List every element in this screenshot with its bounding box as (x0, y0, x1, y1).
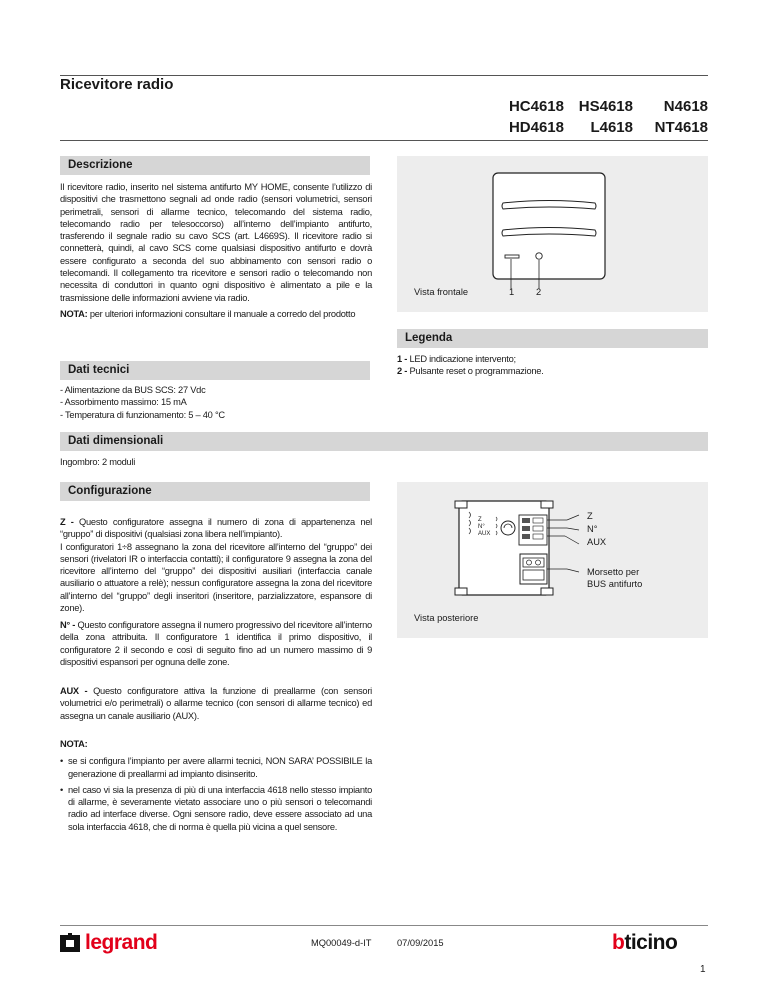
header-rule (60, 140, 708, 141)
footer-rule (60, 925, 708, 926)
product-code: N4618 (663, 98, 708, 115)
section-dati-dimensionali-heading: Dati dimensionali (60, 432, 708, 451)
section-dati-tecnici-heading: Dati tecnici (60, 361, 370, 380)
rear-config-labels (587, 510, 606, 549)
device-label: AUX (478, 531, 491, 537)
config-aux-block (60, 685, 372, 722)
footer-date: 07/09/2015 (397, 938, 444, 948)
device-label: N° (478, 524, 485, 530)
config-z-label: Z - (60, 517, 74, 527)
legenda-num: 2 - (397, 366, 408, 377)
bticino-rest: ticino (624, 931, 678, 954)
product-code: HS4618 (578, 98, 633, 115)
footer-doc-code: MQ00049-d-IT (311, 938, 372, 948)
nota-label: NOTA: (60, 309, 88, 319)
section-descrizione-heading: Descrizione (60, 156, 370, 175)
page-title: Ricevitore radio (60, 76, 174, 93)
rear-label-n: N° (587, 524, 598, 534)
dati-dimensionali-text: Ingombro: 2 moduli (60, 457, 136, 467)
product-codes-col-3 (630, 96, 708, 138)
legrand-mark-icon (60, 933, 82, 953)
rear-view-caption: Vista posteriore (414, 613, 479, 623)
section-configurazione-heading: Configurazione (60, 482, 370, 501)
front-label-1: 1 (509, 287, 515, 297)
product-code: HD4618 (508, 119, 564, 136)
morsetto-line: Morsetto per (587, 567, 640, 577)
rear-label-z: Z (587, 511, 593, 521)
device-label: Z (478, 517, 482, 523)
config-n-text: Questo configuratore assegna il numero progressivo del ricevitore all’interno della zona attribuita. Il configuratore 1 identifica il primo dispositivo, il configuratore 2 il secondo e così di seguito fino ad un numero massimo di 9 dispositivi espansori per ognuna delle zone. (60, 620, 372, 667)
product-code: L4618 (590, 119, 633, 136)
config-z-block (60, 516, 372, 614)
nota-note (60, 308, 390, 320)
config-aux-label: AUX - (60, 686, 88, 696)
rear-morsetto-label (587, 566, 642, 590)
config-n-label: N° - (60, 620, 76, 630)
legenda-text: LED indicazione intervento; (407, 354, 516, 364)
dati-tecnici-list (60, 384, 370, 421)
product-codes-col-2 (560, 96, 633, 138)
config-z-text: Questo configuratore assegna il numero di zona di appartenenza nel “gruppo” di dispositivi (qualsiasi zona libera nell’impianto). (60, 517, 372, 540)
nota2-block (60, 738, 372, 837)
rear-view-panel (397, 482, 708, 638)
bticino-logo (612, 931, 677, 955)
device-config-labels (478, 517, 490, 538)
product-code: NT4618 (654, 119, 708, 136)
dati-tecnici-line: - Temperatura di funzionamento: 5 – 40 °C (60, 409, 225, 420)
morsetto-line: BUS antifurto (587, 579, 643, 589)
rear-label-aux: AUX (587, 537, 607, 547)
front-view-caption: Vista frontale (414, 287, 469, 297)
config-z-paragraph-2: I configuratori 1÷8 assegnano la zona del ricevitore all’interno del “gruppo” dei sensori (rivelatori IR o interfaccia contatti); il configuratore 9 assegna la zona del ricevitore all’interno del “gruppo” dei dispositivi ausiliari (interfaccia canale ausiliario o attuatore a relè); nessun configuratore assegna la zona del ricevitore all’interno del “gruppo” degli inseritori (inseritore, parzializzatore, espansore di zone). (60, 541, 372, 614)
nota2-item: • se si configura l’impianto per avere allarmi tecnici, NON SARA’ POSSIBILE la generazione di preallarmi ad impianto disinserito. (60, 755, 372, 780)
legenda-text: Pulsante reset o programmazione. (407, 366, 544, 377)
section-legenda-heading: Legenda (397, 329, 708, 348)
nota2-label: NOTA: (60, 739, 88, 749)
legenda-item (397, 353, 708, 365)
front-view-panel (397, 156, 708, 312)
product-code: HC4618 (508, 98, 564, 115)
nota-text: per ulteriori informazioni consultare il manuale a corredo del prodotto (87, 309, 356, 319)
descrizione-text: Il ricevitore radio, inserito nel sistema antifurto MY HOME, consente l’utilizzo di dispositivi che trasmettono segnali ad onde radio (sensori volumetrici, sensori perimetrali, sensori di allarme tecnico, telecomando del sistema radio, telecomando radio per telesoccorso) all’interno dell’impianto antifurto, trasferendo il segnale radio su cavo SCS (art. L4669S). Il ricevitore radio si connetterà, quindi, al cavo SCS come qualsiasi dispositivo antifurto e dovrà essere configurato a seconda del suo abbinamento con sensori radio o telecomandi. Il collegamento tra ricevitore e sensori radio o telecomando non necessita di conduttori in quanto ogni dispositivo è alimentato a pile e la trasmissione delle informazioni avviene via radio. (60, 182, 372, 303)
bticino-b: b (612, 931, 625, 954)
nota2-item: • nel caso vi sia la presenza di più di una interfaccia 4618 nello stesso impianto di allarme, è severamente vietato associare uno o più sensori o telecomandi radio ad interface diverse. Ogni sensore radio, deve essere associato ad una sola interfaccia 4618, che di norma è quella più vicina a quel sensore. (60, 784, 372, 833)
legenda-num: 1 - (397, 354, 408, 364)
front-label-2: 2 (536, 287, 542, 297)
dati-tecnici-line: - Alimentazione da BUS SCS: 27 Vdc (60, 385, 206, 395)
legenda-item (397, 365, 708, 377)
product-codes-col-1 (478, 96, 564, 138)
page-number: 1 (700, 964, 706, 975)
config-n-block (60, 619, 372, 668)
config-z-paragraph (60, 516, 372, 541)
dati-tecnici-line: - Assorbimento massimo: 15 mA (60, 397, 187, 408)
legenda-list (397, 353, 708, 378)
config-aux-text: Questo configuratore attiva la funzione di preallarme (con sensori volumetrici e/o perimetrali) o allarme tecnico (con sensori di allarme tecnico) ed assegna un canale ausiliario (AUX). (60, 686, 372, 721)
legrand-wordmark: legrand (85, 931, 158, 954)
legrand-logo (60, 932, 157, 954)
